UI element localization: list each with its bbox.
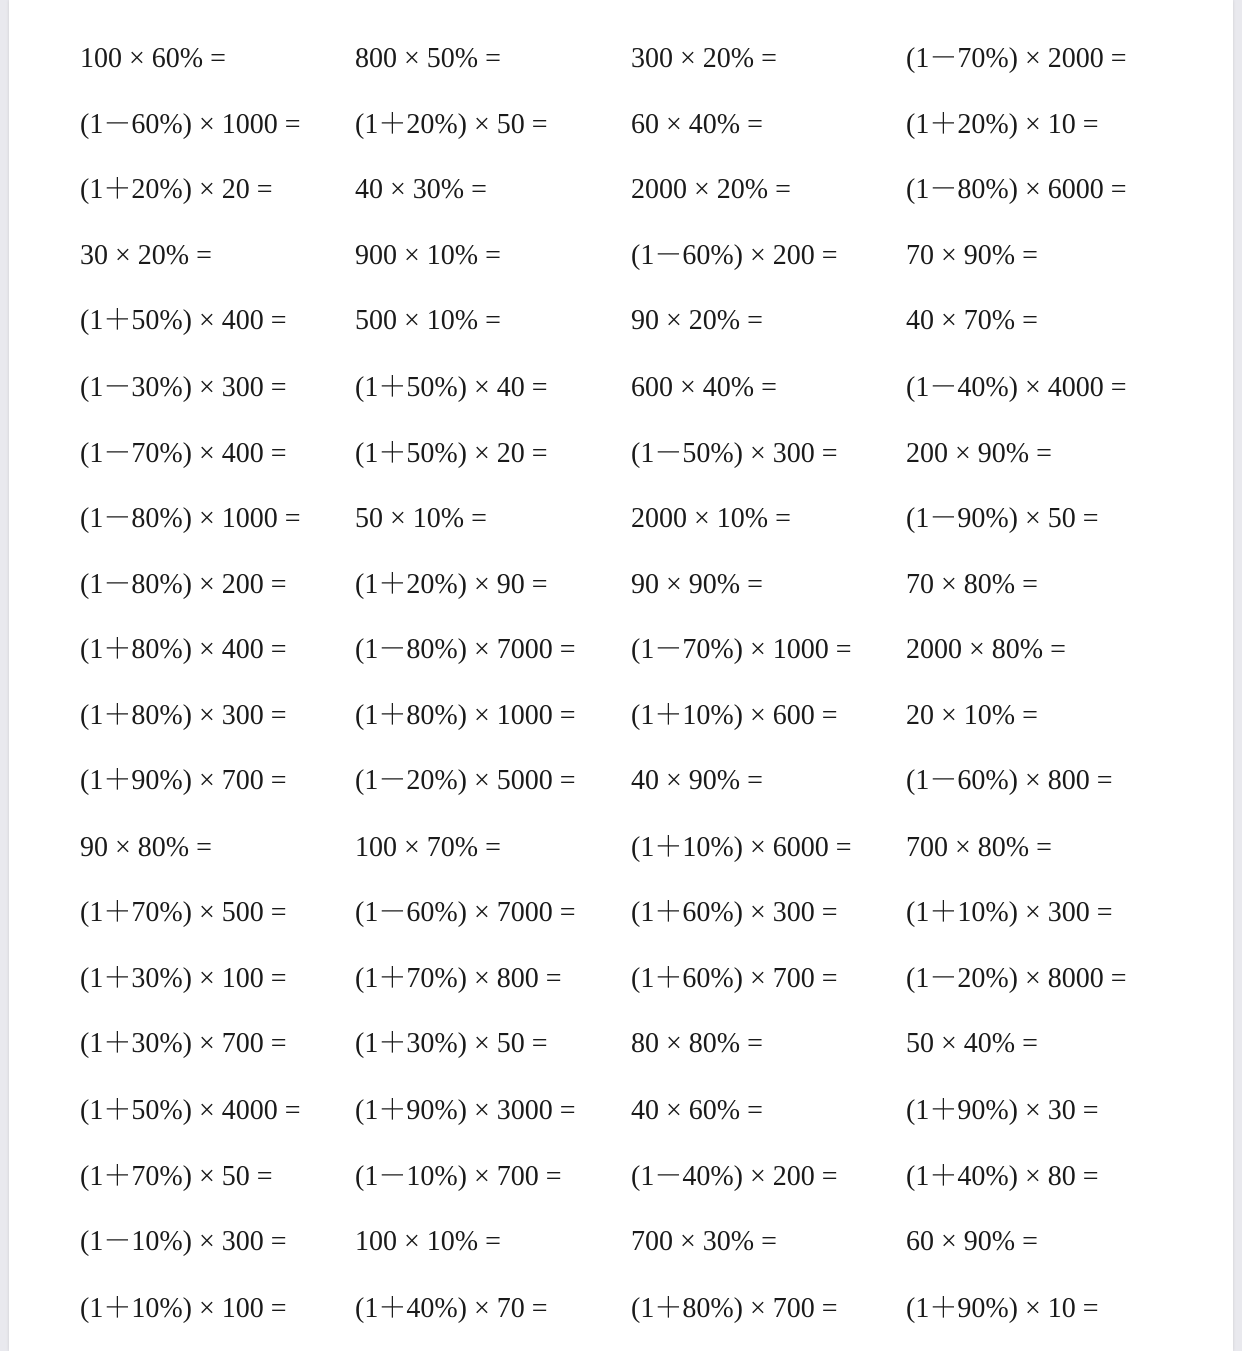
- math-problem: (1＋90%) × 3000 =: [355, 1095, 576, 1126]
- math-problem: (1＋20%) × 50 =: [355, 109, 548, 140]
- math-problem: 80 × 80% =: [631, 1028, 763, 1059]
- math-problem: (1＋70%) × 50 =: [80, 1161, 273, 1192]
- worksheet-page: [9, 0, 1233, 1351]
- problem-row: [9, 368, 1233, 408]
- math-problem: (1＋80%) × 700 =: [631, 1293, 838, 1324]
- problem-row: [9, 39, 1233, 79]
- math-problem: (1＋80%) × 1000 =: [355, 700, 576, 731]
- math-problem: 100 × 60% =: [80, 43, 226, 74]
- math-problem: (1＋40%) × 70 =: [355, 1293, 548, 1324]
- math-problem: (1＋10%) × 6000 =: [631, 832, 852, 863]
- math-problem: (1－70%) × 1000 =: [631, 634, 852, 665]
- problem-row: [9, 761, 1233, 801]
- math-problem: (1＋50%) × 20 =: [355, 438, 548, 469]
- math-problem: (1＋30%) × 700 =: [80, 1028, 287, 1059]
- math-problem: 50 × 40% =: [906, 1028, 1038, 1059]
- math-problem: (1－90%) × 50 =: [906, 503, 1099, 534]
- problem-row: [9, 170, 1233, 210]
- problem-row: [9, 236, 1233, 276]
- math-problem: 90 × 90% =: [631, 569, 763, 600]
- math-problem: (1＋20%) × 10 =: [906, 109, 1099, 140]
- math-problem: 90 × 80% =: [80, 832, 212, 863]
- math-problem: (1－60%) × 7000 =: [355, 897, 576, 928]
- math-problem: (1－70%) × 2000 =: [906, 43, 1127, 74]
- math-problem: (1＋40%) × 80 =: [906, 1161, 1099, 1192]
- math-problem: 20 × 10% =: [906, 700, 1038, 731]
- math-problem: 100 × 70% =: [355, 832, 501, 863]
- math-problem: (1－20%) × 5000 =: [355, 765, 576, 796]
- math-problem: 70 × 90% =: [906, 240, 1038, 271]
- math-problem: 2000 × 20% =: [631, 174, 791, 205]
- math-problem: 90 × 20% =: [631, 305, 763, 336]
- math-problem: (1－60%) × 800 =: [906, 765, 1113, 796]
- math-problem: (1－40%) × 200 =: [631, 1161, 838, 1192]
- math-problem: (1－80%) × 6000 =: [906, 174, 1127, 205]
- math-problem: (1＋30%) × 50 =: [355, 1028, 548, 1059]
- math-problem: (1＋10%) × 100 =: [80, 1293, 287, 1324]
- math-problem: 60 × 90% =: [906, 1226, 1038, 1257]
- math-problem: (1＋70%) × 500 =: [80, 897, 287, 928]
- math-problem: (1－10%) × 700 =: [355, 1161, 562, 1192]
- math-problem: 40 × 60% =: [631, 1095, 763, 1126]
- math-problem: (1＋80%) × 300 =: [80, 700, 287, 731]
- math-problem: (1－30%) × 300 =: [80, 372, 287, 403]
- problem-row: [9, 105, 1233, 145]
- math-problem: (1＋60%) × 300 =: [631, 897, 838, 928]
- math-problem: 40 × 70% =: [906, 305, 1038, 336]
- math-problem: 300 × 20% =: [631, 43, 777, 74]
- problem-row: [9, 1289, 1233, 1329]
- math-problem: 30 × 20% =: [80, 240, 212, 271]
- math-problem: (1＋10%) × 600 =: [631, 700, 838, 731]
- math-problem: 500 × 10% =: [355, 305, 501, 336]
- math-problem: 60 × 40% =: [631, 109, 763, 140]
- math-problem: 900 × 10% =: [355, 240, 501, 271]
- math-problem: 800 × 50% =: [355, 43, 501, 74]
- math-problem: (1＋60%) × 700 =: [631, 963, 838, 994]
- problem-row: [9, 828, 1233, 868]
- math-problem: (1－80%) × 7000 =: [355, 634, 576, 665]
- math-problem: (1－50%) × 300 =: [631, 438, 838, 469]
- problem-row: [9, 1024, 1233, 1064]
- math-problem: 40 × 90% =: [631, 765, 763, 796]
- math-problem: (1＋90%) × 700 =: [80, 765, 287, 796]
- math-problem: (1＋20%) × 90 =: [355, 569, 548, 600]
- math-problem: (1－10%) × 300 =: [80, 1226, 287, 1257]
- math-problem: (1＋30%) × 100 =: [80, 963, 287, 994]
- math-problem: (1－20%) × 8000 =: [906, 963, 1127, 994]
- math-problem: (1＋50%) × 4000 =: [80, 1095, 301, 1126]
- problem-row: [9, 696, 1233, 736]
- math-problem: (1－60%) × 200 =: [631, 240, 838, 271]
- problem-row: [9, 1091, 1233, 1131]
- math-problem: (1＋20%) × 20 =: [80, 174, 273, 205]
- math-problem: 700 × 30% =: [631, 1226, 777, 1257]
- problem-row: [9, 630, 1233, 670]
- math-problem: (1＋80%) × 400 =: [80, 634, 287, 665]
- math-problem: 50 × 10% =: [355, 503, 487, 534]
- problem-row: [9, 499, 1233, 539]
- math-problem: (1＋90%) × 10 =: [906, 1293, 1099, 1324]
- math-problem: (1－70%) × 400 =: [80, 438, 287, 469]
- math-problem: (1＋50%) × 40 =: [355, 372, 548, 403]
- problem-row: [9, 959, 1233, 999]
- math-problem: (1－40%) × 4000 =: [906, 372, 1127, 403]
- math-problem: 100 × 10% =: [355, 1226, 501, 1257]
- math-problem: 700 × 80% =: [906, 832, 1052, 863]
- math-problem: (1－80%) × 200 =: [80, 569, 287, 600]
- math-problem: 2000 × 80% =: [906, 634, 1066, 665]
- math-problem: (1＋10%) × 300 =: [906, 897, 1113, 928]
- math-problem: (1＋70%) × 800 =: [355, 963, 562, 994]
- math-problem: (1＋90%) × 30 =: [906, 1095, 1099, 1126]
- math-problem: 200 × 90% =: [906, 438, 1052, 469]
- problem-row: [9, 434, 1233, 474]
- problem-row: [9, 1157, 1233, 1197]
- math-problem: 70 × 80% =: [906, 569, 1038, 600]
- problem-row: [9, 893, 1233, 933]
- problem-row: [9, 565, 1233, 605]
- math-problem: 600 × 40% =: [631, 372, 777, 403]
- math-problem: (1－80%) × 1000 =: [80, 503, 301, 534]
- problem-row: [9, 1222, 1233, 1262]
- math-problem: 2000 × 10% =: [631, 503, 791, 534]
- problem-row: [9, 301, 1233, 341]
- math-problem: (1＋50%) × 400 =: [80, 305, 287, 336]
- math-problem: 40 × 30% =: [355, 174, 487, 205]
- math-problem: (1－60%) × 1000 =: [80, 109, 301, 140]
